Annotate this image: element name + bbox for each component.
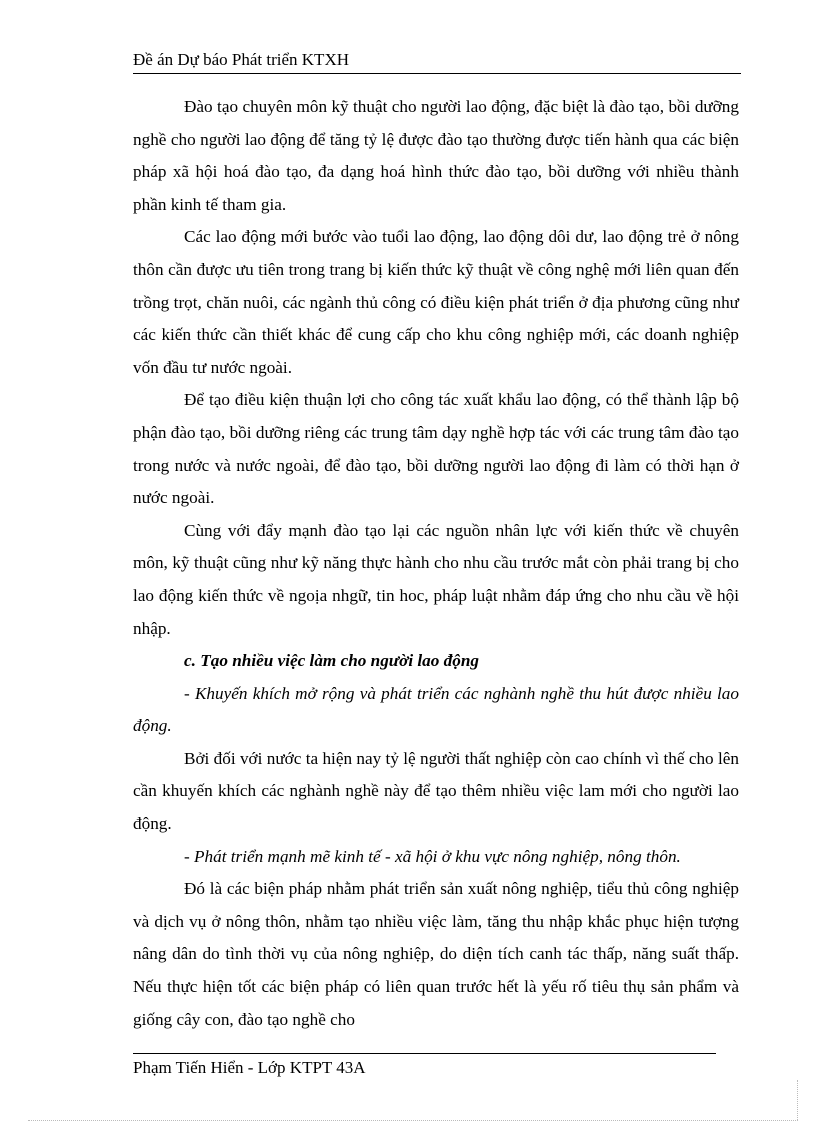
section-heading-c: c. Tạo nhiều việc làm cho người lao động xyxy=(184,651,479,671)
footer-divider xyxy=(133,1053,716,1054)
paragraph-labor-export: Để tạo điều kiện thuận lợi cho công tác xuất khẩu lao động, có thể thành lập bộ phận đào tạo, bồi dưỡng riêng các trung tâm dạy nghề hợp tác với các trung tâm đào tạo trong nước và nước ngoài, để đào tạo, bồi dưỡng người lao động đi làm có thời hạn ở nước ngoài. xyxy=(133,390,739,508)
page-footer xyxy=(133,1056,366,1080)
page-bottom-edge xyxy=(28,1120,798,1121)
footer-author: Phạm Tiến Hiển - Lớp KTPT 43A xyxy=(133,1058,366,1077)
paragraph-new-workers: Các lao động mới bước vào tuổi lao động, lao động dôi dư, lao động trẻ ở nông thôn cần được ưu tiên trong trang bị kiến thức kỹ thuật về công nghệ mới liên quan đến trồng trọt, chăn nuôi, các ngành thủ công có điều kiện phát triển ở địa phương cũng như các kiến thức cần thiết khác để cung cấp cho khu công nghiệp mới, các doanh nghiệp vốn đầu tư nước ngoài. xyxy=(133,227,739,377)
bullet-encourage-industries: - Khuyến khích mở rộng và phát triển các nghành nghề thu hút được nhiều lao động. xyxy=(133,683,739,736)
header-title: Đề án Dự báo Phát triển KTXH xyxy=(133,50,349,69)
page-header xyxy=(133,48,741,74)
paragraph-agriculture-measures: Đó là các biện pháp nhằm phát triển sản xuất nông nghiệp, tiểu thủ công nghiệp và dịch vụ ở nông thôn, nhằm tạo nhiều việc làm, tăng thu nhập khắc phục hiện tượng nâng dân do tình thời vụ của nông nghiệp, do diện tích canh tác thấp, năng suất thấp. Nếu thực hiện tốt các biện pháp có liên quan trước hết là yếu rố tiêu thụ sản phẩm và giống cây con, đào tạo nghề cho xyxy=(133,879,739,1029)
paragraph-training: Đào tạo chuyên môn kỹ thuật cho người lao động, đặc biệt là đào tạo, bồi dưỡng nghề cho người lao động để tăng tỷ lệ được đào tạo thường được tiến hành qua các biện pháp xã hội hoá đào tạo, đa dạng hoá hình thức đào tạo, bồi dưỡng với nhiều thành phần kinh tế tham gia. xyxy=(133,97,739,214)
bullet-rural-development: - Phát triển mạnh mẽ kinh tế - xã hội ở khu vực nông nghiệp, nông thôn. xyxy=(184,846,681,866)
paragraph-retraining: Cùng với đẩy mạnh đào tạo lại các nguồn nhân lực với kiến thức về chuyên môn, kỹ thuật cũng như kỹ năng thực hành cho nhu cầu trước mắt còn phải trang bị cho lao động kiến thức về ngoịa nhgữ, tin hoc, pháp luật nhằm đáp ứng cho nhu cầu về hội nhập. xyxy=(133,520,739,638)
document-body xyxy=(133,91,739,1036)
page-right-edge xyxy=(797,1080,798,1120)
paragraph-unemployment: Bởi đối với nước ta hiện nay tỷ lệ người thất nghiệp còn cao chính vì thế cho lên cần khuyến khích các nghành nghề này để tạo thêm nhiều việc lam mới cho người lao động. xyxy=(133,748,739,834)
